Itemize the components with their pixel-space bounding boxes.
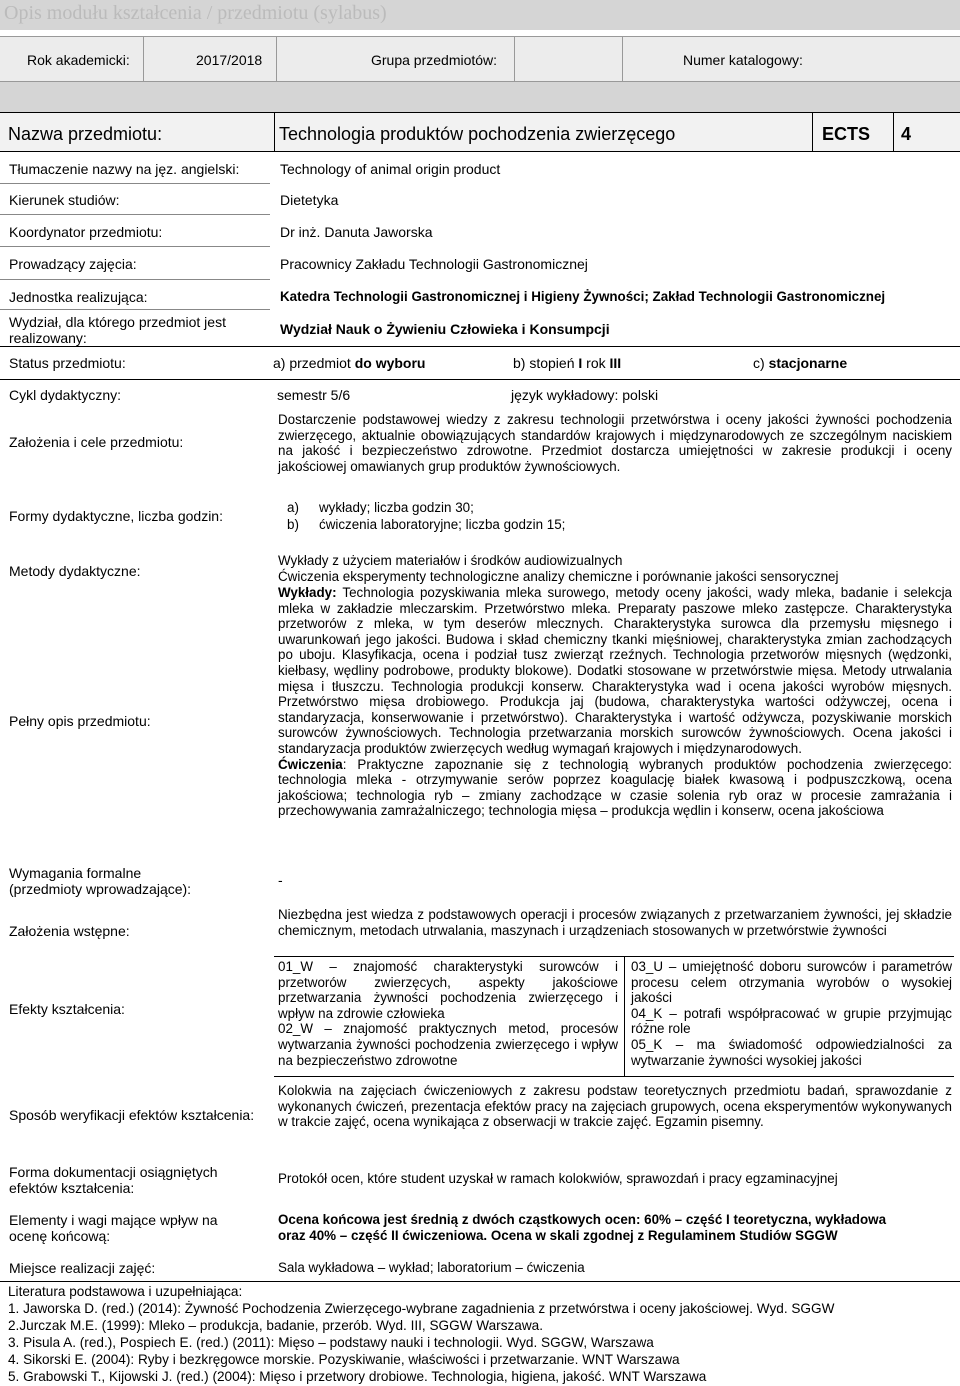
coordinator-value: Dr inż. Danuta Jaworska <box>280 224 433 240</box>
goals-label: Założenia i cele przedmiotu: <box>9 434 184 450</box>
academic-year-label: Rok akademicki: <box>27 52 130 68</box>
requirements-value: - <box>278 872 283 888</box>
methods-line1: Wykłady z użyciem materiałów i środków audiowizualnych <box>278 553 623 568</box>
outcome-04k: 04_K – potrafi współpracować w grupie przyjmując różne role <box>631 1005 952 1037</box>
faculty-value: Wydział Nauk o Żywieniu Człowieka i Konsumpcji <box>280 321 610 337</box>
outcomes-label: Efekty kształcenia: <box>9 1001 125 1017</box>
outcome-01w: 01_W – znajomość charakterystyki surowców i przetworów zwierzęcych, aspekty jakościowe przetwarzania żywności pochodzenia zwierzęcego i wpływ na zdrowie człowieka <box>278 959 618 1021</box>
unit-value: Katedra Technologii Gastronomicznej i Higieny Żywności; Zakład Technologii Gastronomicznej <box>280 289 886 304</box>
subject-name-row <box>0 112 960 152</box>
grading-label-line2: ocenę końcową: <box>9 1228 111 1244</box>
documentation-label-line1: Forma dokumentacji osiągniętych <box>9 1164 218 1180</box>
status-a: a) przedmiot do wyboru <box>273 355 426 371</box>
literature-heading: Literatura podstawowa i uzupełniająca: <box>8 1284 243 1299</box>
field-of-study-label: Kierunek studiów: <box>9 192 120 208</box>
grading-label-line1: Elementy i wagi mające wpływ na <box>9 1212 218 1228</box>
faculty-label-line1: Wydział, dla którego przedmiot jest <box>9 314 226 330</box>
literature-item: 1. Jaworska D. (red.) (2014): Żywność Pochodzenia Zwierzęcego-wybrane zagadnienia z przetwórstwa i oceny jakościowej. Wyd. SGGW <box>8 1301 835 1316</box>
ects-value: 4 <box>901 124 912 144</box>
place-value: Sala wykładowa – wykład; laboratorium – ćwiczenia <box>278 1260 585 1275</box>
outcomes-right <box>631 959 952 1068</box>
subject-name-label: Nazwa przedmiotu: <box>8 124 163 144</box>
lecturers-value: Pracownicy Zakładu Technologii Gastronomicznej <box>280 256 588 272</box>
documentation-label-line2: efektów kształcenia: <box>9 1180 135 1196</box>
subject-group-label: Grupa przedmiotów: <box>371 52 498 68</box>
academic-year-value: 2017/2018 <box>196 52 263 68</box>
methods-line2: Ćwiczenia eksperymenty technologiczne analizy chemiczne i porównanie jakości sensorycznej <box>278 569 839 584</box>
literature-item: 4. Sikorski E. (2004): Ryby i bezkręgowce morskie. Pozyskiwanie, właściwości i przetwarzanie. WNT Warszawa <box>8 1352 680 1367</box>
faculty-label-line2: realizowany: <box>9 330 87 346</box>
translation-value: Technology of animal origin product <box>280 161 501 177</box>
status-label: Status przedmiotu: <box>9 355 126 371</box>
status-b: b) stopień I rok III <box>513 355 622 371</box>
subject-name-value: Technologia produktów pochodzenia zwierzęcego <box>279 124 676 144</box>
grading-line1: Ocena końcowa jest średnią z dwóch cząstkowych ocen: 60% – część I teoretyczna, wykładowa <box>278 1212 887 1227</box>
literature-item: 2.Jurczak M.E. (1999): Mleko – produkcja, badanie, przerób. Wyd. III, SGGW Warszawa. <box>8 1318 544 1333</box>
forms-label: Formy dydaktyczne, liczba godzin: <box>9 508 223 524</box>
coordinator-label: Koordynator przedmiotu: <box>9 224 163 240</box>
language-value: język wykładowy: polski <box>511 387 659 403</box>
semester-value: semestr 5/6 <box>277 387 351 403</box>
goals-text: Dostarczenie podstawowej wiedzy z zakresu technologii przetwórstwa i oceny jakości żywności pochodzenia zwierzęcego, aktualnie obowiązujących standardów krajowych i międzynarodowych ze szczególnym naciskiem na jakość i bezpieczeństwo zdrowotne. Przedmiot dostarcza umiejętności w zakresie produkcji i oceny jakościowej omawianych grup produktów żywnościowych. <box>278 412 952 474</box>
grading-line2: oraz 40% – część II ćwiczeniowa. Ocena w skali zgodnej z Regulaminem Studiów SGGW <box>278 1228 838 1243</box>
verification-label: Sposób weryfikacji efektów kształcenia: <box>9 1107 255 1123</box>
document-title: Opis modułu kształcenia / przedmiotu (sylabus) <box>0 0 960 30</box>
assumptions-text: Niezbędna jest wiedza z podstawowych operacji i procesów związanych z przetwarzaniem żywności, jej składzie chemicznym, metodach utrwalania, maszynach i urządzeniach stosowanych w przetwórstwie żywności <box>278 907 952 938</box>
requirements-label-line2: (przedmioty wprowadzające): <box>9 881 192 897</box>
unit-label: Jednostka realizująca: <box>9 289 148 305</box>
literature-item: 3. Pisula A. (red.), Pospiech E. (red.) (2011): Mięso – podstawy nauki i technologii. Wyd. SGGW, Warszawa <box>8 1335 654 1350</box>
literature-block <box>8 1283 834 1385</box>
field-of-study-value: Dietetyka <box>280 192 339 208</box>
requirements-label-line1: Wymagania formalne <box>9 865 142 881</box>
methods-label: Metody dydaktyczne: <box>9 563 141 579</box>
translation-label: Tłumaczenie nazwy na jęz. angielski: <box>9 161 240 177</box>
description-text: Wykłady: Technologia pozyskiwania mleka surowego, metody oceny jakości, wady mleka, badanie i selekcja mleka w zakładzie mleczarskim. Przetwórstwo mleka. Preparaty paszowe mleko zastępcze. Charakterystyka przetworów z mleka, w tym deserów mlecznych. Charakterystyka surowca dla przemysłu mięsnego i uwarunkowań jego jakości. Budowa i skład chemiczny tkanki mięśniowej, charakterystyka zmian zachodzących po uboju. Klasyfikacja, ocena i podział tusz zwierząt rzeźnych. Technologia przetworów mięsnych (wędzonki, kiełbasy, wędliny podrobowe, produkty blokowe). Dodatki stosowane w przetwórstwie mięsa. Metody utrwalania mięsa i tłuszczu. Technologia produkcji konserw. Charakterystyka wad i ocena jakości wyrobów mięsnych. Przetwórstwo mięsa drobiowego. Produkcja jaj (budowa, charakterystyka wartości odżywczej, ocena i standaryzacja, konserwowanie i przetwórstwo). Charakterystyka i wartość odżywcza, pozyskiwanie morskich surowców żywnościowych. Technologia przetwarzania morskich surowców żywnościowych. Ocena jakości i standaryzacja produktów zwierzęcych według wymagań krajowych i międzynarodowych. Ćwiczenia: Praktyczne zapoznanie się z technologią wybranych produktów pochodzenia zwierzęcego: technologia mleka - otrzymywanie serów poprzez koagulację białek kwasową i podpuszczkową, ocena jakościowa; technologia ryb – zmiany zachodzące w czasie solenia ryb oraz w procesie zamrażania i przechowywania zamrażalniczego; technologia mięsa – produkcja wędlin i konserw, ocena jakościowa <box>278 585 952 819</box>
outcome-02w: 02_W – znajomość praktycznych metod, procesów wytwarzania żywności pochodzenia zwierzęcego i wpływ na bezpieczeństwo zdrowotne <box>278 1021 618 1068</box>
description-label: Pełny opis przedmiotu: <box>9 713 151 729</box>
literature-item: 5. Grabowski T., Kijowski J. (red.) (2004): Mięso i przetwory drobiowe. Technologia, higiena, jakość. WNT Warszawa <box>8 1369 707 1384</box>
forms-b-text: ćwiczenia laboratoryjne; liczba godzin 15; <box>319 517 566 532</box>
academic-year-row <box>0 36 960 82</box>
status-c: c) stacjonarne <box>753 355 848 371</box>
catalog-number-label: Numer katalogowy: <box>683 52 803 68</box>
outcomes-left <box>278 959 618 1068</box>
ects-label: ECTS <box>822 124 871 144</box>
verification-text: Kolokwia na zajęciach ćwiczeniowych z zakresu podstaw teoretycznych przedmiotu badań, sprawozdanie z wykonanych ćwiczeń, prezentacja efektów pracy na zajęciach grupowych, ocena eksperymentów wykonywanych w trakcie zajęć, ocena wynikająca z obserwacji w trakcie zajęć. Egzamin pisemny. <box>278 1083 952 1130</box>
place-label: Miejsce realizacji zajęć: <box>9 1260 156 1276</box>
forms-a-marker: a) <box>287 500 299 515</box>
cycle-label: Cykl dydaktyczny: <box>9 387 122 403</box>
outcome-05k: 05_K – ma świadomość odpowiedzialności za wytwarzanie żywności wysokiej jakości <box>631 1036 952 1068</box>
assumptions-label: Założenia wstępne: <box>9 923 130 939</box>
forms-a-text: wykłady; liczba godzin 30; <box>319 500 474 515</box>
outcome-03u: 03_U – umiejętność doboru surowców i parametrów procesu celem otrzymania wyrobów o wysokiej jakości <box>631 959 952 1006</box>
documentation-text: Protokół ocen, które student uzyskał w ramach kolokwiów, sprawozdań i pracy egzaminacyjnej <box>278 1171 838 1186</box>
lecturers-label: Prowadzący zajęcia: <box>9 256 137 272</box>
forms-b-marker: b) <box>287 517 299 532</box>
